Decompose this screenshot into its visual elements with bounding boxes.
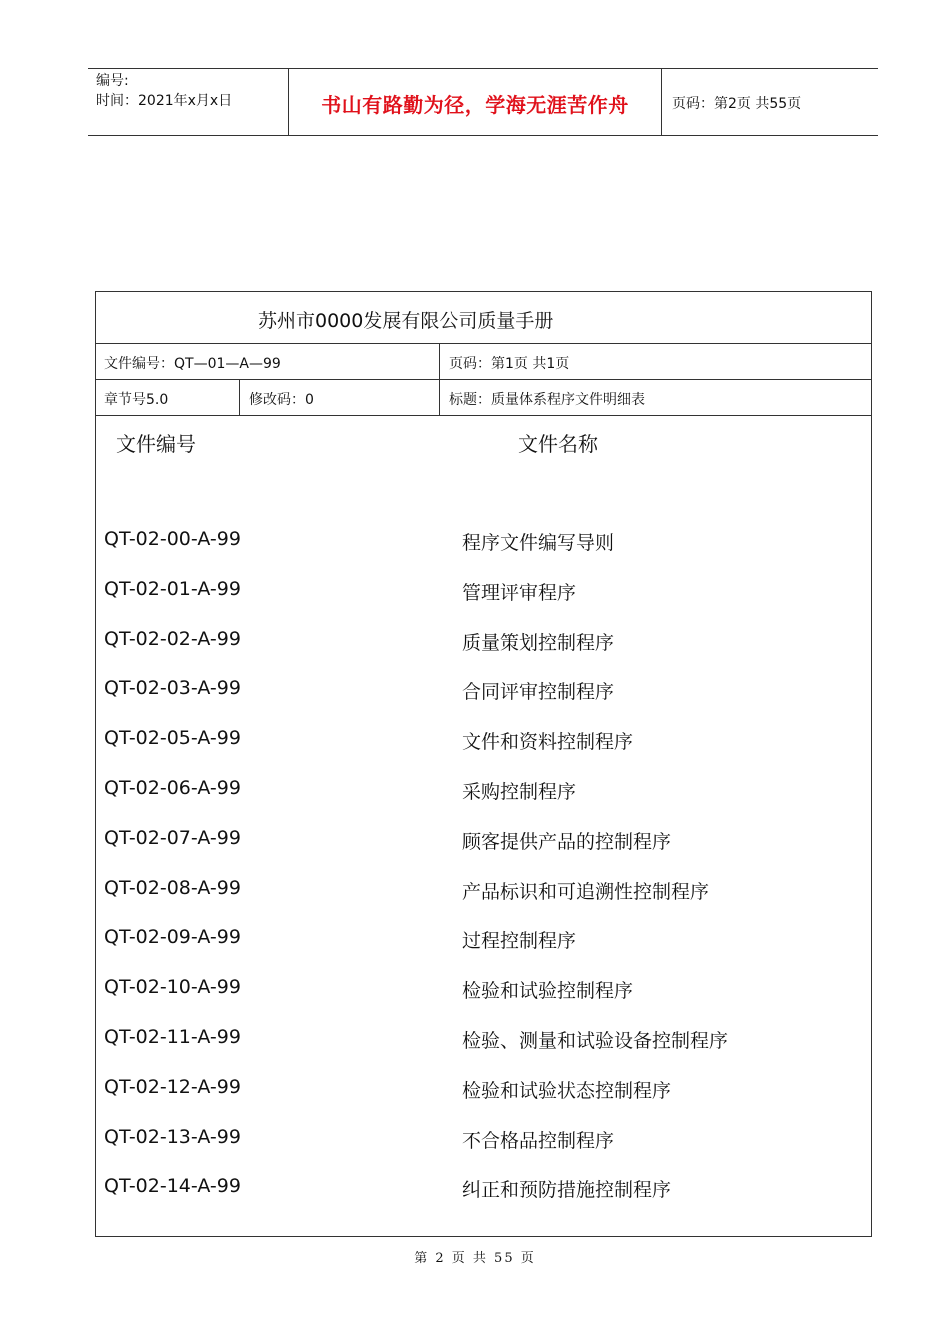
document-code: QT-02-08-A-99 <box>104 877 241 899</box>
document-code: QT-02-03-A-99 <box>104 677 241 699</box>
document-name: 检验和试验控制程序 <box>462 980 634 1002</box>
manual-title: 苏州市0000发展有限公司质量手册 <box>258 310 554 332</box>
chapter-number: 章节号5.0 <box>104 392 169 408</box>
page-header <box>88 68 878 136</box>
document-name: 合同评审控制程序 <box>462 681 615 703</box>
document-name: 产品标识和可追溯性控制程序 <box>462 881 710 903</box>
header-page-info: 页码：第2页 共55页 <box>672 96 802 112</box>
chapter-row <box>96 380 871 416</box>
subject-title: 标题：质量体系程序文件明细表 <box>449 392 645 408</box>
column-header-code: 文件编号 <box>116 432 196 456</box>
header-slogan: 书山有路勤为径，学海无涯苦作舟 <box>321 93 629 117</box>
document-name: 过程控制程序 <box>462 930 577 952</box>
document-name: 纠正和预防措施控制程序 <box>462 1179 672 1201</box>
document-code: QT-02-11-A-99 <box>104 1026 241 1048</box>
time-label: 时间：2021年x月x日 <box>96 93 233 109</box>
header-meta <box>96 71 232 111</box>
document-code: QT-02-14-A-99 <box>104 1175 241 1197</box>
document-code: QT-02-02-A-99 <box>104 628 241 650</box>
header-divider <box>661 69 662 135</box>
document-code: QT-02-09-A-99 <box>104 926 241 948</box>
document-name: 采购控制程序 <box>462 781 577 803</box>
document-name: 质量策划控制程序 <box>462 632 615 654</box>
document-code: QT-02-00-A-99 <box>104 528 241 550</box>
column-header-name: 文件名称 <box>518 432 598 456</box>
document-code: QT-02-06-A-99 <box>104 777 241 799</box>
cell-divider <box>439 380 440 415</box>
doc-page: 页码：第1页 共1页 <box>449 356 570 372</box>
quality-manual-table <box>95 291 872 1237</box>
document-code: QT-02-07-A-99 <box>104 827 241 849</box>
document-name: 顾客提供产品的控制程序 <box>462 831 672 853</box>
document-name: 检验和试验状态控制程序 <box>462 1080 672 1102</box>
document-name: 管理评审程序 <box>462 582 577 604</box>
cell-divider <box>239 380 240 415</box>
code-label: 编号: <box>96 73 129 89</box>
document-code: QT-02-01-A-99 <box>104 578 241 600</box>
doc-info-row <box>96 344 871 380</box>
revision-code: 修改码：0 <box>249 392 314 408</box>
document-code: QT-02-05-A-99 <box>104 727 241 749</box>
doc-number: 文件编号：QT—01—A—99 <box>104 356 281 372</box>
manual-title-row <box>96 292 871 344</box>
document-code: QT-02-10-A-99 <box>104 976 241 998</box>
document-name: 文件和资料控制程序 <box>462 731 634 753</box>
document-name: 检验、测量和试验设备控制程序 <box>462 1030 729 1052</box>
document-code: QT-02-13-A-99 <box>104 1126 241 1148</box>
document-code: QT-02-12-A-99 <box>104 1076 241 1098</box>
page-footer: 第 2 页 共 55 页 <box>414 1251 536 1266</box>
cell-divider <box>439 344 440 379</box>
document-name: 程序文件编写导则 <box>462 532 615 554</box>
document-name: 不合格品控制程序 <box>462 1130 615 1152</box>
